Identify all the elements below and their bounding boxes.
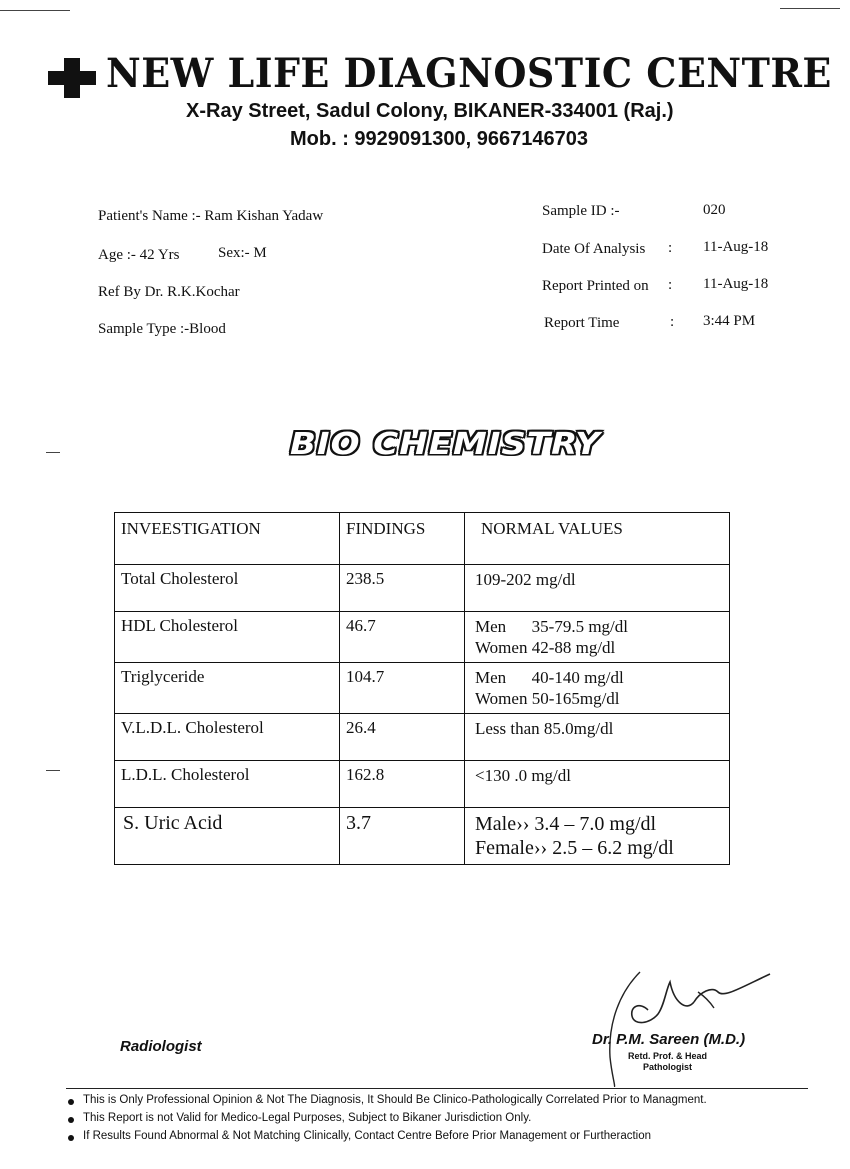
scan-mark-top-right	[780, 8, 840, 9]
header-normal-values: NORMAL VALUES	[465, 513, 730, 565]
patient-age: Age :- 42 Yrs	[98, 247, 180, 263]
date-of-analysis-label: Date Of Analysis	[542, 241, 646, 257]
table-row	[115, 565, 730, 612]
normal-value-male: Male›› 3.4 – 7.0 mg/dl	[475, 813, 657, 835]
test-finding: 162.8	[340, 761, 465, 808]
normal-value	[465, 714, 730, 761]
test-name: Total Cholesterol	[115, 565, 340, 612]
normal-value-women: Women 42-88 mg/dl	[475, 638, 616, 657]
test-finding: 3.7	[340, 808, 465, 865]
ref-by: Ref By Dr. R.K.Kochar	[98, 284, 240, 300]
test-finding: 26.4	[340, 714, 465, 761]
scan-mark-top	[0, 10, 70, 11]
normal-value-female: Female›› 2.5 – 6.2 mg/dl	[475, 837, 674, 859]
report-time-value: 3:44 PM	[703, 313, 756, 329]
test-finding: 104.7	[340, 663, 465, 714]
normal-value-men: Men 35-79.5 mg/dl	[475, 617, 628, 636]
report-printed-label: Report Printed on	[542, 278, 649, 294]
test-finding: 238.5	[340, 565, 465, 612]
footer-divider	[66, 1088, 808, 1089]
footer-note: This is Only Professional Opinion & Not The Diagnosis, It Should Be Clinico-Pathologically Correlated Prior to Managment.	[66, 1094, 707, 1106]
report-time-label: Report Time	[544, 315, 620, 331]
scan-mark-left-2	[46, 770, 60, 771]
normal-value-women: Women 50-165mg/dl	[475, 689, 620, 708]
normal-value	[465, 663, 730, 714]
normal-value	[465, 808, 730, 865]
report-printed-value: 11-Aug-18	[703, 276, 769, 292]
test-name: Triglyceride	[115, 663, 340, 714]
test-name: V.L.D.L. Cholesterol	[115, 714, 340, 761]
table-row	[115, 761, 730, 808]
centre-name: NEW LIFE DIAGNOSTIC CENTRE	[106, 50, 832, 97]
normal-value-men: Men 40-140 mg/dl	[475, 668, 624, 687]
patient-sex: Sex:- M	[218, 245, 267, 261]
table-header-row	[115, 513, 730, 565]
normal-value	[465, 565, 730, 612]
normal-value-line: 109-202 mg/dl	[475, 570, 576, 589]
header-findings: FINDINGS	[340, 513, 465, 565]
footer-note: If Results Found Abnormal & Not Matching Clinically, Contact Centre Before Prior Management or Furtheraction	[66, 1130, 707, 1142]
centre-address: X-Ray Street, Sadul Colony, BIKANER-334001 (Raj.)	[186, 100, 674, 122]
normal-value-line: <130 .0 mg/dl	[475, 766, 572, 785]
radiologist-label: Radiologist	[120, 1038, 202, 1055]
section-title: BIO CHEMISTRY	[290, 426, 601, 462]
report-printed-colon: :	[668, 277, 673, 293]
doctor-title	[628, 1051, 707, 1073]
test-name: S. Uric Acid	[115, 808, 340, 865]
normal-value	[465, 761, 730, 808]
doctor-name: Dr. P.M. Sareen (M.D.)	[592, 1031, 746, 1048]
sample-type: Sample Type :-Blood	[98, 321, 226, 337]
report-time-colon: :	[670, 314, 675, 330]
test-name: L.D.L. Cholesterol	[115, 761, 340, 808]
normal-value	[465, 612, 730, 663]
normal-value-line: Less than 85.0mg/dl	[475, 719, 614, 738]
footer-notes	[66, 1094, 707, 1148]
centre-mobile: Mob. : 9929091300, 9667146703	[290, 128, 588, 150]
table-row	[115, 612, 730, 663]
table-row	[115, 663, 730, 714]
sample-id-value: 020	[703, 202, 726, 218]
footer-note: This Report is not Valid for Medico-Legal Purposes, Subject to Bikaner Jurisdiction Only.	[66, 1112, 707, 1124]
sample-id-label: Sample ID :-	[542, 203, 620, 219]
header-investigation: INVEESTIGATION	[115, 513, 340, 565]
doctor-title-line2: Pathologist	[643, 1062, 692, 1072]
results-table	[114, 512, 730, 865]
date-of-analysis-colon: :	[668, 240, 673, 256]
test-finding: 46.7	[340, 612, 465, 663]
table-row	[115, 714, 730, 761]
date-of-analysis-value: 11-Aug-18	[703, 239, 769, 255]
scan-mark-left	[46, 452, 60, 453]
medical-cross-icon	[48, 58, 96, 98]
table-row	[115, 808, 730, 865]
doctor-title-line1: Retd. Prof. & Head	[628, 1051, 708, 1061]
test-name: HDL Cholesterol	[115, 612, 340, 663]
patient-name: Patient's Name :- Ram Kishan Yadaw	[98, 208, 324, 224]
